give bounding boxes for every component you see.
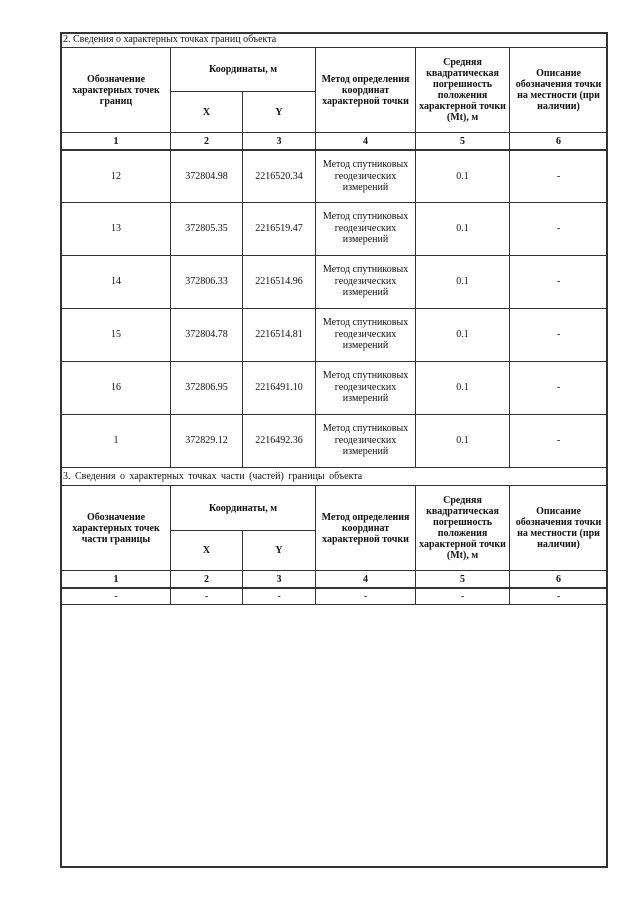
point-accuracy: 0.1 [416,150,510,202]
point-y: 2216519.47 [243,202,316,255]
table-row [62,202,608,255]
section-3-title: 3. Сведения о характерных точках части (частей) границы объекта [63,471,363,482]
point-method: Метод спутниковых геодезических измерений [316,414,416,467]
point-id: 14 [62,255,171,308]
point-y: 2216514.81 [243,308,316,361]
header-designation: Обозначение характерных точек части границы [62,486,171,571]
header-y: Y [243,531,316,571]
point-x: 372804.78 [171,308,243,361]
header-accuracy: Средняя квадратическая погрешность положения характерной точки (Mt), м [416,48,510,133]
point-y: 2216491.10 [243,361,316,414]
header-x: X [171,92,243,133]
column-number: 3 [243,571,316,589]
points-table [61,47,608,468]
column-number: 2 [171,571,243,589]
point-accuracy: 0.1 [416,361,510,414]
header-coordinates: Координаты, м [171,486,316,531]
point-id: 13 [62,202,171,255]
point-method: Метод спутниковых геодезических измерений [316,361,416,414]
column-numbers-row [62,571,608,589]
point-description: - [510,308,608,361]
point-description: - [510,361,608,414]
column-number: 1 [62,571,171,589]
point-method: Метод спутниковых геодезических измерений [316,255,416,308]
header-description: Описание обозначения точки на местности (при наличии) [510,486,608,571]
header-method: Метод определения координат характерной точки [316,486,416,571]
point-id: - [62,588,171,604]
point-description: - [510,414,608,467]
header-y: Y [243,92,316,133]
column-number: 5 [416,571,510,589]
point-y: - [243,588,316,604]
point-description: - [510,255,608,308]
point-x: 372805.35 [171,202,243,255]
point-accuracy: 0.1 [416,308,510,361]
point-method: Метод спутниковых геодезических измерений [316,202,416,255]
point-y: 2216520.34 [243,150,316,202]
column-number: 1 [62,133,171,151]
point-accuracy: 0.1 [416,414,510,467]
section-2-title: 2. Сведения о характерных точках границ объекта [63,34,277,45]
header-x: X [171,531,243,571]
table-row [62,414,608,467]
table-row [62,588,608,604]
table-row [62,361,608,414]
column-number: 6 [510,571,608,589]
point-y: 2216492.36 [243,414,316,467]
point-description: - [510,150,608,202]
point-x: 372829.12 [171,414,243,467]
point-x: 372806.95 [171,361,243,414]
column-number: 2 [171,133,243,151]
point-y: 2216514.96 [243,255,316,308]
point-id: 15 [62,308,171,361]
point-id: 1 [62,414,171,467]
table-row [62,150,608,202]
column-number: 3 [243,133,316,151]
point-x: 372806.33 [171,255,243,308]
point-description: - [510,202,608,255]
point-id: 16 [62,361,171,414]
point-method: Метод спутниковых геодезических измерений [316,308,416,361]
header-description: Описание обозначения точки на местности (при наличии) [510,48,608,133]
table-row [62,255,608,308]
point-accuracy: - [416,588,510,604]
column-number: 4 [316,133,416,151]
point-accuracy: 0.1 [416,202,510,255]
point-description: - [510,588,608,604]
point-x: 372804.98 [171,150,243,202]
part-points-table [61,485,608,605]
point-id: 12 [62,150,171,202]
header-accuracy: Средняя квадратическая погрешность положения характерной точки (Mt), м [416,486,510,571]
point-method: - [316,588,416,604]
point-accuracy: 0.1 [416,255,510,308]
point-method: Метод спутниковых геодезических измерений [316,150,416,202]
header-designation: Обозначение характерных точек границ [62,48,171,133]
column-number: 5 [416,133,510,151]
column-number: 6 [510,133,608,151]
point-x: - [171,588,243,604]
header-coordinates: Координаты, м [171,48,316,92]
table-row [62,308,608,361]
column-number: 4 [316,571,416,589]
column-numbers-row [62,133,608,151]
header-method: Метод определения координат характерной точки [316,48,416,133]
